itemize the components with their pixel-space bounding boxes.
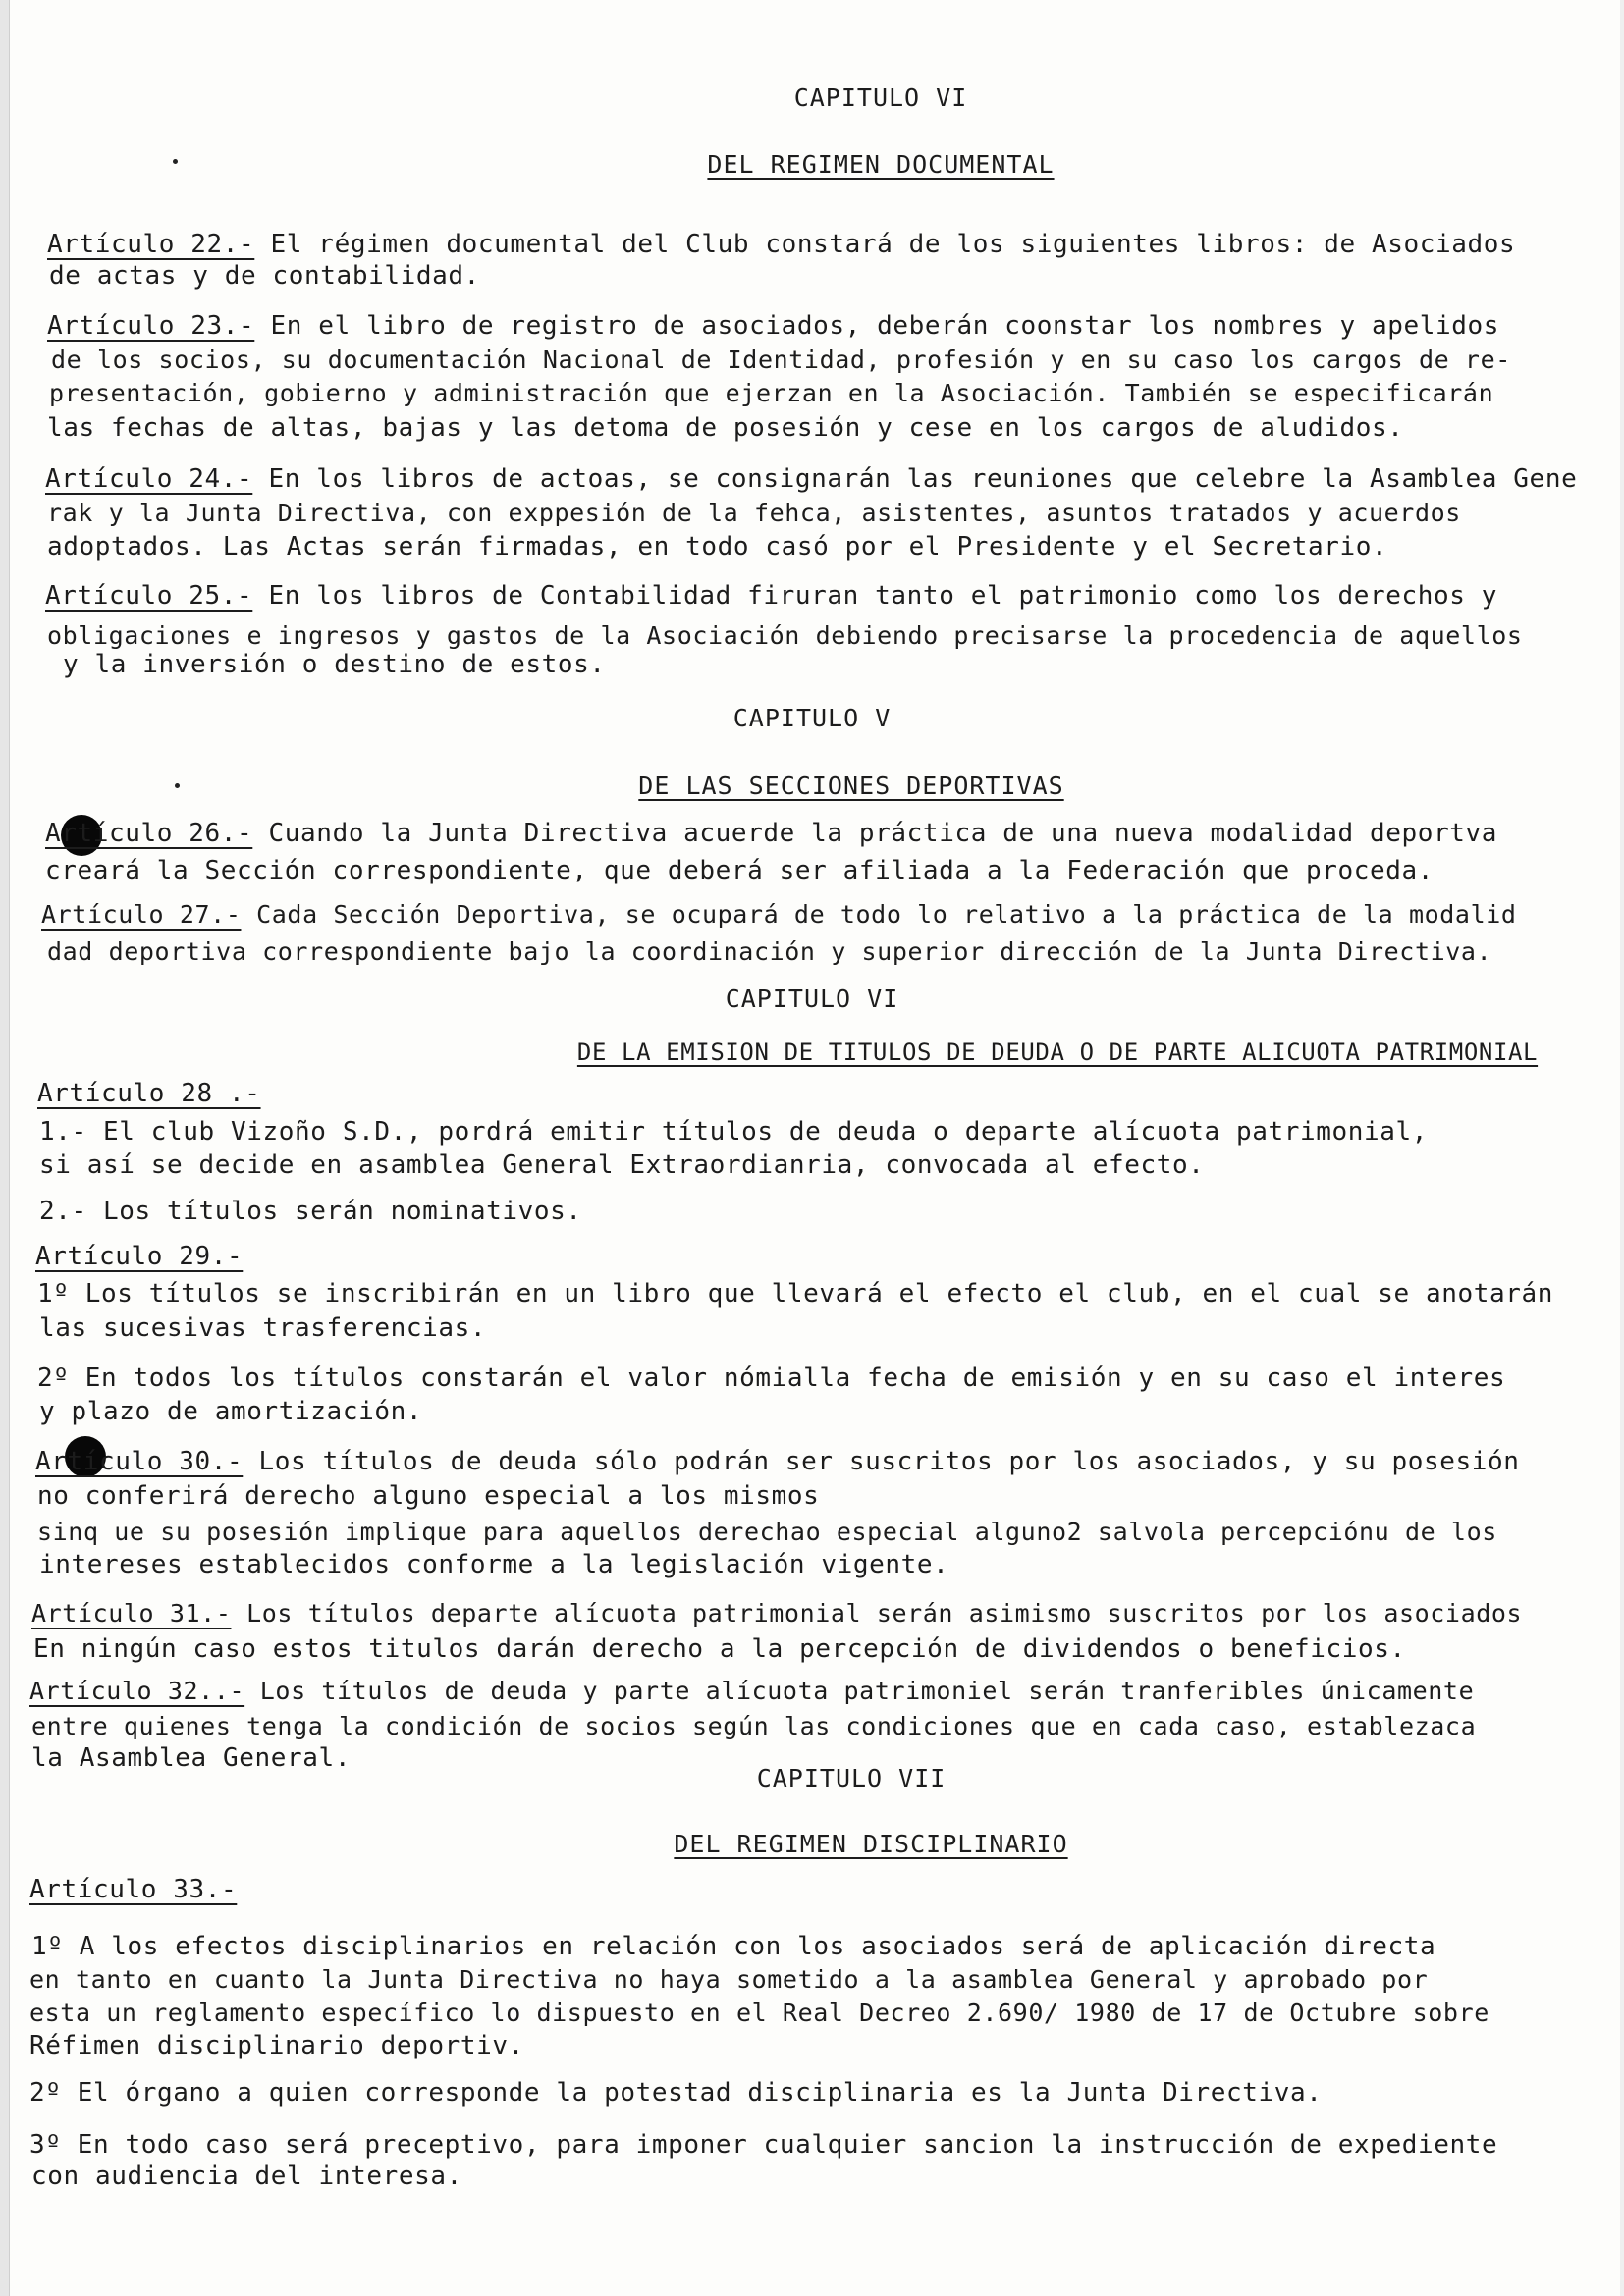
article-text: no conferirá derecho alguno especial a los mismos <box>37 1481 820 1511</box>
article-paragraph <box>29 1676 1474 1707</box>
article-label: Artículo 33.- <box>29 1875 238 1904</box>
article-paragraph <box>45 463 1577 495</box>
article-paragraph <box>35 1446 1520 1477</box>
article-text: de los socios, su documentación Nacional de Identidad, profesión y en su caso los cargos de re- <box>51 346 1511 374</box>
article-label: Artículo 32..- <box>29 1677 245 1705</box>
section-heading: DEL REGIMEN DOCUMENTAL <box>707 150 1055 179</box>
article-text: intereses establecidos conforme a la legislación vigente. <box>39 1550 949 1579</box>
article-text: Los títulos de deuda y parte alícuota patrimoniel serán tranferibles únicamente <box>244 1677 1475 1705</box>
article-paragraph <box>47 229 1515 260</box>
article-text: Cada Sección Deportiva, se ocupará de todo lo relativo a la práctica de la modalid <box>241 900 1517 929</box>
article-text: 1.- El club Vizoño S.D., pordrá emitir títulos de deuda o departe alícuota patrimonial, <box>39 1117 1429 1147</box>
article-label: Artículo 28 .- <box>37 1079 261 1108</box>
article-text: rak y la Junta Directiva, con exppesión de la fehca, asistentes, asuntos tratados y acuerdos <box>47 499 1461 527</box>
article-text: 1º Los títulos se inscribirán en un libro que llevará el efecto el club, en el cual se anotarán <box>37 1279 1554 1308</box>
article-text: En los libros de actoas, se consignarán las reuniones que celebre la Asamblea Gene <box>252 464 1578 494</box>
article-text: y plazo de amortización. <box>39 1397 423 1426</box>
article-text: 2º En todos los títulos constarán el valor nómialla fecha de emisión y en su caso el interes <box>37 1363 1506 1393</box>
article-text: dad deportiva correspondiente bajo la coordinación y superior dirección de la Junta Directiva. <box>47 937 1492 966</box>
section-heading: DE LAS SECCIONES DEPORTIVAS <box>638 772 1064 800</box>
scan-right-edge <box>1620 0 1624 2296</box>
article-paragraph <box>45 580 1497 612</box>
article-text: 2º El órgano a quien corresponde la potestad disciplinaria es la Junta Directiva. <box>29 2078 1323 2108</box>
article-text: Cuando la Junta Directiva acuerde la práctica de una nueva modalidad deportva <box>252 819 1498 848</box>
article-label: Artículo 26.- <box>45 819 253 848</box>
article-text: Los títulos de deuda sólo podrán ser suscritos por los asociados, y su posesión <box>243 1447 1520 1476</box>
section-heading: DE LA EMISION DE TITULOS DE DEUDA O DE PARTE ALICUOTA PATRIMONIAL <box>576 1039 1539 1066</box>
article-paragraph <box>31 1598 1522 1629</box>
article-text: en tanto en cuanto la Junta Directiva no haya sometido a la asamblea General y aprobado por <box>29 1965 1429 1994</box>
article-label: Artículo 31.- <box>31 1599 232 1628</box>
chapter-heading: CAPITULO V <box>732 704 892 732</box>
article-label: Artículo 22.- <box>47 230 255 259</box>
article-paragraph <box>47 310 1499 342</box>
article-label: Artículo 24.- <box>45 464 253 494</box>
section-heading: DEL REGIMEN DISCIPLINARIO <box>674 1830 1068 1858</box>
chapter-heading: CAPITULO VII <box>756 1764 947 1792</box>
chapter-heading: CAPITULO VI <box>793 83 968 112</box>
article-text: y la inversión o destino de estos. <box>63 650 606 679</box>
article-text: Los títulos departe alícuota patrimonial serán asimismo suscritos por los asociados <box>231 1599 1523 1628</box>
article-text: sinq ue su posesión implique para aquellos derechao especial alguno2 salvola percepciónu de los <box>37 1518 1497 1546</box>
article-text: En ningún caso estos titulos darán derecho a la percepción de dividendos o beneficios. <box>33 1634 1406 1664</box>
article-text: esta un reglamento específico lo dispuesto en el Real Decreo 2.690/ 1980 de 17 de Octubre sobre <box>29 1999 1489 2027</box>
article-text: adoptados. Las Actas serán firmadas, en todo casó por el Presidente y el Secretario. <box>47 532 1388 561</box>
article-text: 2.- Los títulos serán nominativos. <box>39 1197 582 1226</box>
article-text: El régimen documental del Club constará de los siguientes libros: de Asociados <box>254 230 1516 259</box>
article-paragraph <box>45 818 1497 849</box>
article-text: con audiencia del interesa. <box>31 2162 462 2191</box>
article-label: Artículo 25.- <box>45 581 253 611</box>
scan-left-edge <box>0 0 10 2296</box>
article-paragraph <box>41 899 1517 931</box>
article-text: presentación, gobierno y administración que ejerzan en la Asociación. También se especificarán <box>49 379 1494 407</box>
article-text: En el libro de registro de asociados, deberán coonstar los nombres y apelidos <box>254 311 1500 341</box>
article-text: las sucesivas trasferencias. <box>39 1313 487 1343</box>
article-label: Artículo 23.- <box>47 311 255 341</box>
article-text: 3º En todo caso será preceptivo, para imponer cualquier sancion la instrucción de expediente <box>29 2130 1498 2160</box>
article-text: obligaciones e ingresos y gastos de la Asociación debiendo precisarse la procedencia de aquellos <box>47 621 1523 650</box>
article-text: creará la Sección correspondiente, que deberá ser afiliada a la Federación que proceda. <box>45 856 1435 885</box>
article-label: Artículo 29.- <box>35 1242 244 1271</box>
article-label: Artículo 30.- <box>35 1447 244 1476</box>
article-text: entre quienes tenga la condición de socios según las condiciones que en cada caso, establezaca <box>31 1712 1477 1740</box>
article-text: las fechas de altas, bajas y las detoma de posesión y cese en los cargos de aludidos. <box>47 413 1404 443</box>
article-text: la Asamblea General. <box>31 1743 352 1773</box>
article-text: 1º A los efectos disciplinarios en relación con los asociados será de aplicación directa <box>31 1932 1436 1961</box>
article-text: de actas y de contabilidad. <box>49 261 480 291</box>
article-text: si así se decide en asamblea General Extraordianria, convocada al efecto. <box>39 1150 1205 1180</box>
article-text: En los libros de Contabilidad firuran tanto el patrimonio como los derechos y <box>252 581 1498 611</box>
article-text: Réfimen disciplinario deportiv. <box>29 2031 524 2060</box>
chapter-heading: CAPITULO VI <box>725 985 899 1013</box>
article-label: Artículo 27.- <box>41 900 242 929</box>
